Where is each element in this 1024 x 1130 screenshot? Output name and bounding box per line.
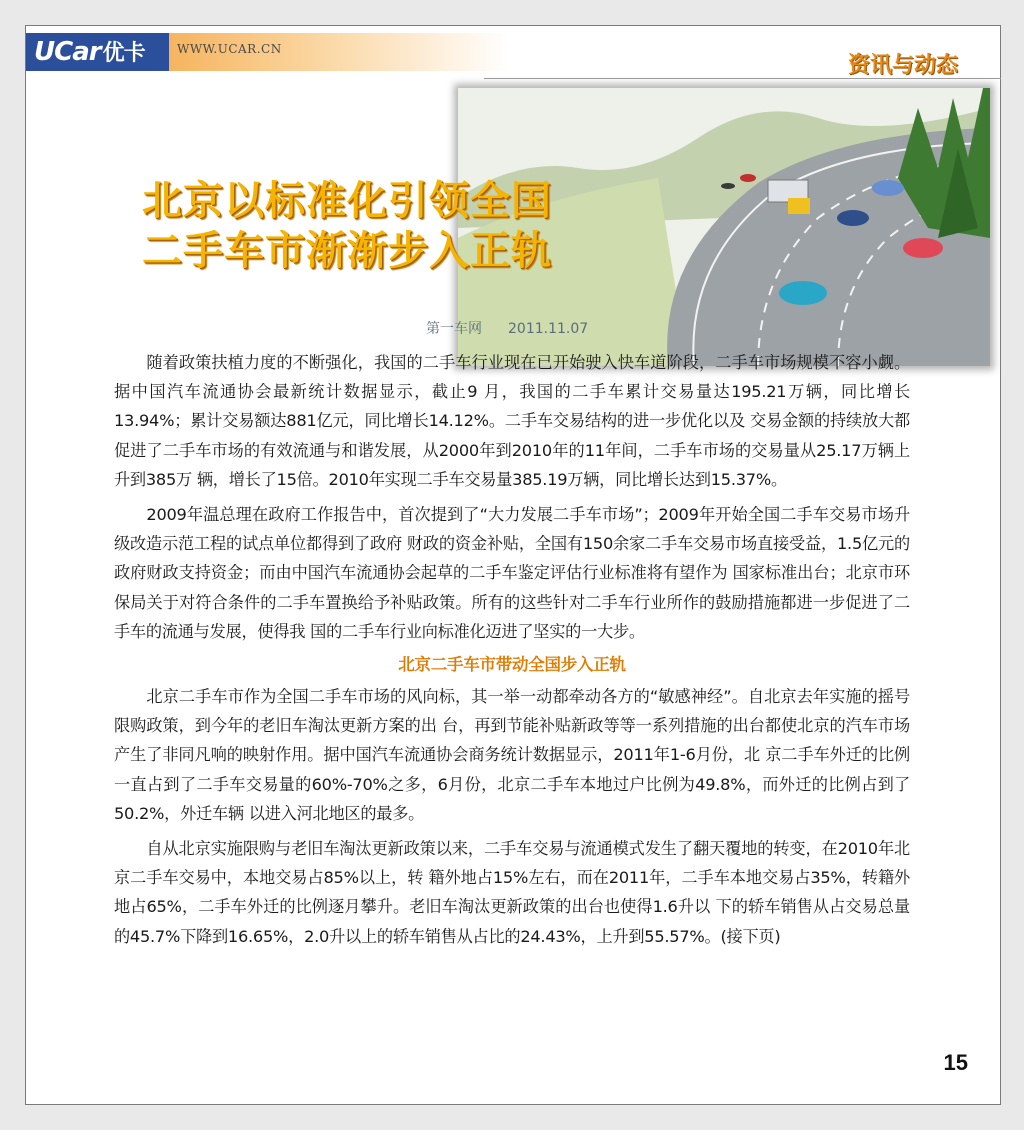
paragraph-2: 2009年温总理在政府工作报告中，首次提到了“大力发展二手车市场”；2009年开始全国二手车交易市场升级改造示范工程的试点单位都得到了政府 财政的资金补贴，全国有150余家二手车交易市场直接受益，1.5亿元的政府财政支持资金；而由中国汽车流通协会起草的二手车鉴定评估行业标准将有望作为 国家标准出台；北京市环保局关于对符合条件的二手车置换给予补贴政策。所有的这些针对二手车行业所作的鼓励措施都进一步促进了二手车的流通与发展，使得我 国的二手车行业向标准化迈进了坚实的一大步。 <box>114 505 910 641</box>
article-headline <box>142 176 552 276</box>
article-source: 第一车网 <box>426 321 482 337</box>
logo-cn-text: 优卡 <box>102 41 145 66</box>
magazine-page <box>25 25 1001 1105</box>
paragraph-1: 随着政策扶植力度的不断强化，我国的二手车行业现在已开始驶入快车道阶段，二手车市场规模不容小觑。据中国汽车流通协会最新统计数据显示，截止9 月，我国的二手车累计交易量达195.21万辆，同比增长13.94%；累计交易额达881亿元，同比增长14.12%。二手车交易结构的进一步优化以及 交易金额的持续放大都促进了二手车市场的有效流通与和谐发展，从2000年到2010年的11年间，二手车市场的交易量从25.17万辆上升到385万 辆，增长了15倍。2010年实现二手车交易量385.19万辆，同比增长达到15.37%。 <box>114 353 910 489</box>
header-divider <box>484 78 1001 79</box>
page-number: 15 <box>943 1050 968 1075</box>
site-url[interactable]: WWW.UCAR.CN <box>177 42 282 56</box>
ucar-logo[interactable] <box>26 33 169 71</box>
url-band <box>169 33 509 71</box>
headline-line-2: 二手车市渐渐步入正轨 <box>142 228 552 274</box>
article-body <box>114 348 910 957</box>
subheading: 北京二手车市带动全国步入正轨 <box>398 655 626 675</box>
paragraph-3: 北京二手车市作为全国二手车市场的风向标，其一举一动都牵动各方的“敏感神经”。自北京去年实施的摇号限购政策，到今年的老旧车淘汰更新方案的出 台，再到节能补贴新政等等一系列措施的出台都使北京的汽车市场产生了非同凡响的映射作用。据中国汽车流通协会商务统计数据显示，2011年1-6月份，北 京二手车外迁的比例一直占到了二手车交易量的60%-70%之多，6月份，北京二手车本地过户比例为49.8%，而外迁的比例占到了50.2%，外迁车辆 以进入河北地区的最多。 <box>114 687 910 823</box>
article-date: 2011.11.07 <box>508 321 589 337</box>
logo-text: UCar <box>34 37 101 67</box>
headline-line-1: 北京以标准化引领全国 <box>142 178 552 224</box>
section-title: 资讯与动态 <box>847 53 958 78</box>
byline <box>426 318 588 338</box>
paragraph-4: 自从北京实施限购与老旧车淘汰更新政策以来，二手车交易与流通模式发生了翻天覆地的转变，在2010年北京二手车交易中，本地交易占85%以上，转 籍外地占15%左右，而在2011年，二手车本地交易占35%，转籍外地占65%，二手车外迁的比例逐月攀升。老旧车淘汰更新政策的出台也使得1.6升以 下的轿车销售从占交易总量的45.7%下降到16.65%，2.0升以上的轿车销售从占比的24.43%，上升到55.57%。(接下页) <box>114 839 910 946</box>
